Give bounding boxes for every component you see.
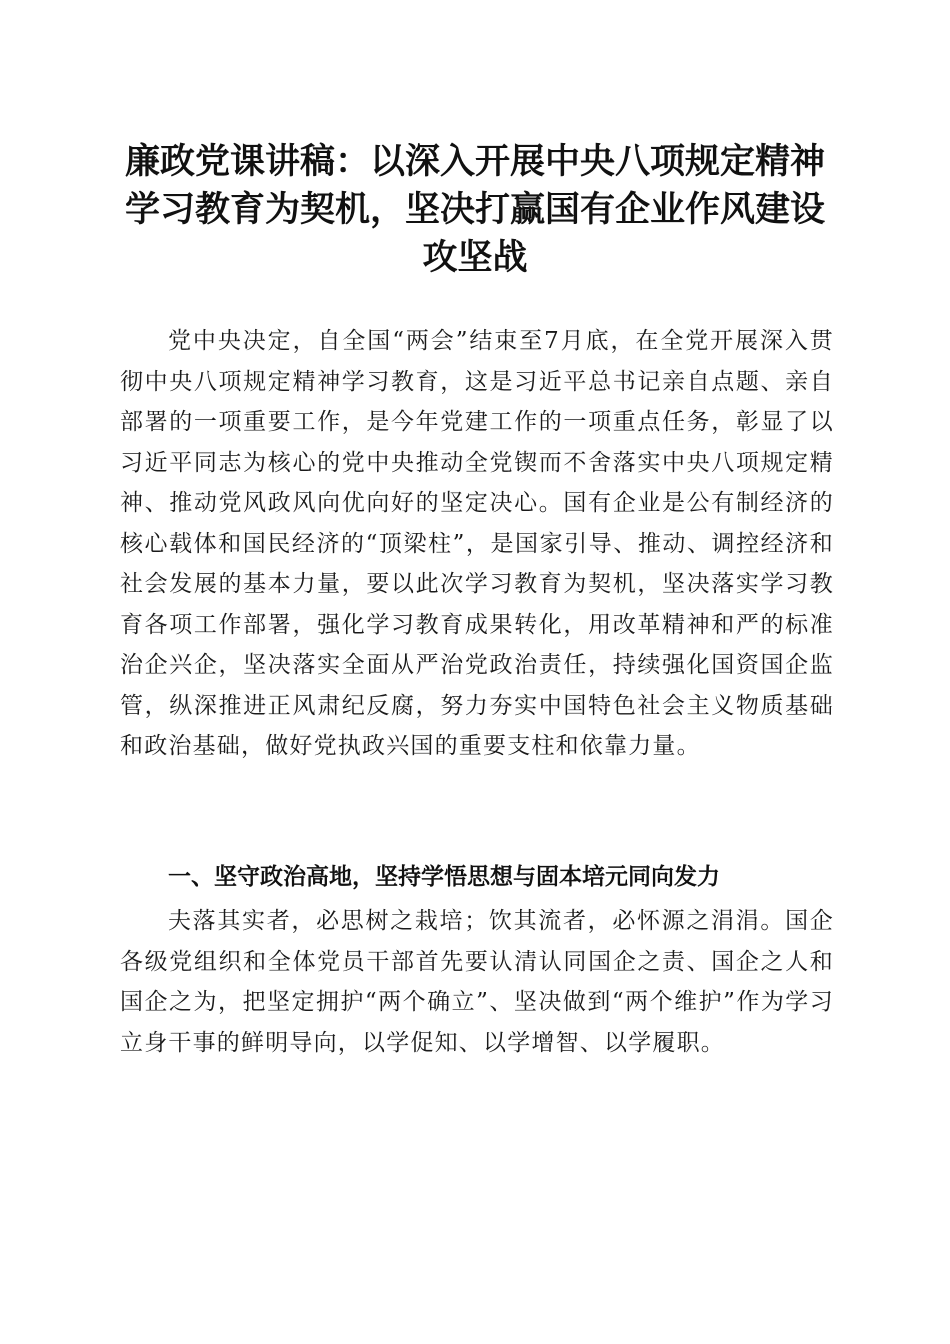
section-heading-1: 一、坚守政治高地，坚持学悟思想与固本培元同向发力 bbox=[168, 864, 720, 890]
paragraph-section-1: 夫落其实者，必思树之栽培；饮其流者，必怀源之涓涓。国企各级党组织和全体党员干部首先要认清认同国企之责、国企之人和国企之为，把坚定拥护“两个确立”、坚决做到“两个维护”作为学习立身干事的鲜明导向，以学促知、以学增智、以学履职。 bbox=[120, 908, 834, 1056]
paragraph-intro: 党中央决定，自全国“两会”结束至7月底，在全党开展深入贯彻中央八项规定精神学习教育，这是习近平总书记亲自点题、亲自部署的一项重要工作，是今年党建工作的一项重点任务，彰显了以习近平同志为核心的党中央推动全党锲而不舍落实中央八项规定精神、推动党风政风向优向好的坚定决心。国有企业是公有制经济的核心载体和国民经济的“顶梁柱”，是国家引导、推动、调控经济和社会发展的基本力量，要以此次学习教育为契机，坚决落实学习教育各项工作部署，强化学习教育成果转化，用改革精神和严的标准治企兴企，坚决落实全面从严治党政治责任，持续强化国资国企监管，纵深推进正风肃纪反腐，努力夯实中国特色社会主义物质基础和政治基础，做好党执政兴国的重要支柱和依靠力量。 bbox=[120, 328, 834, 759]
document-title: 廉政党课讲稿：以深入开展中央八项规定精神学习教育为契机，坚决打赢国有企业作风建设攻坚战 bbox=[124, 141, 825, 278]
